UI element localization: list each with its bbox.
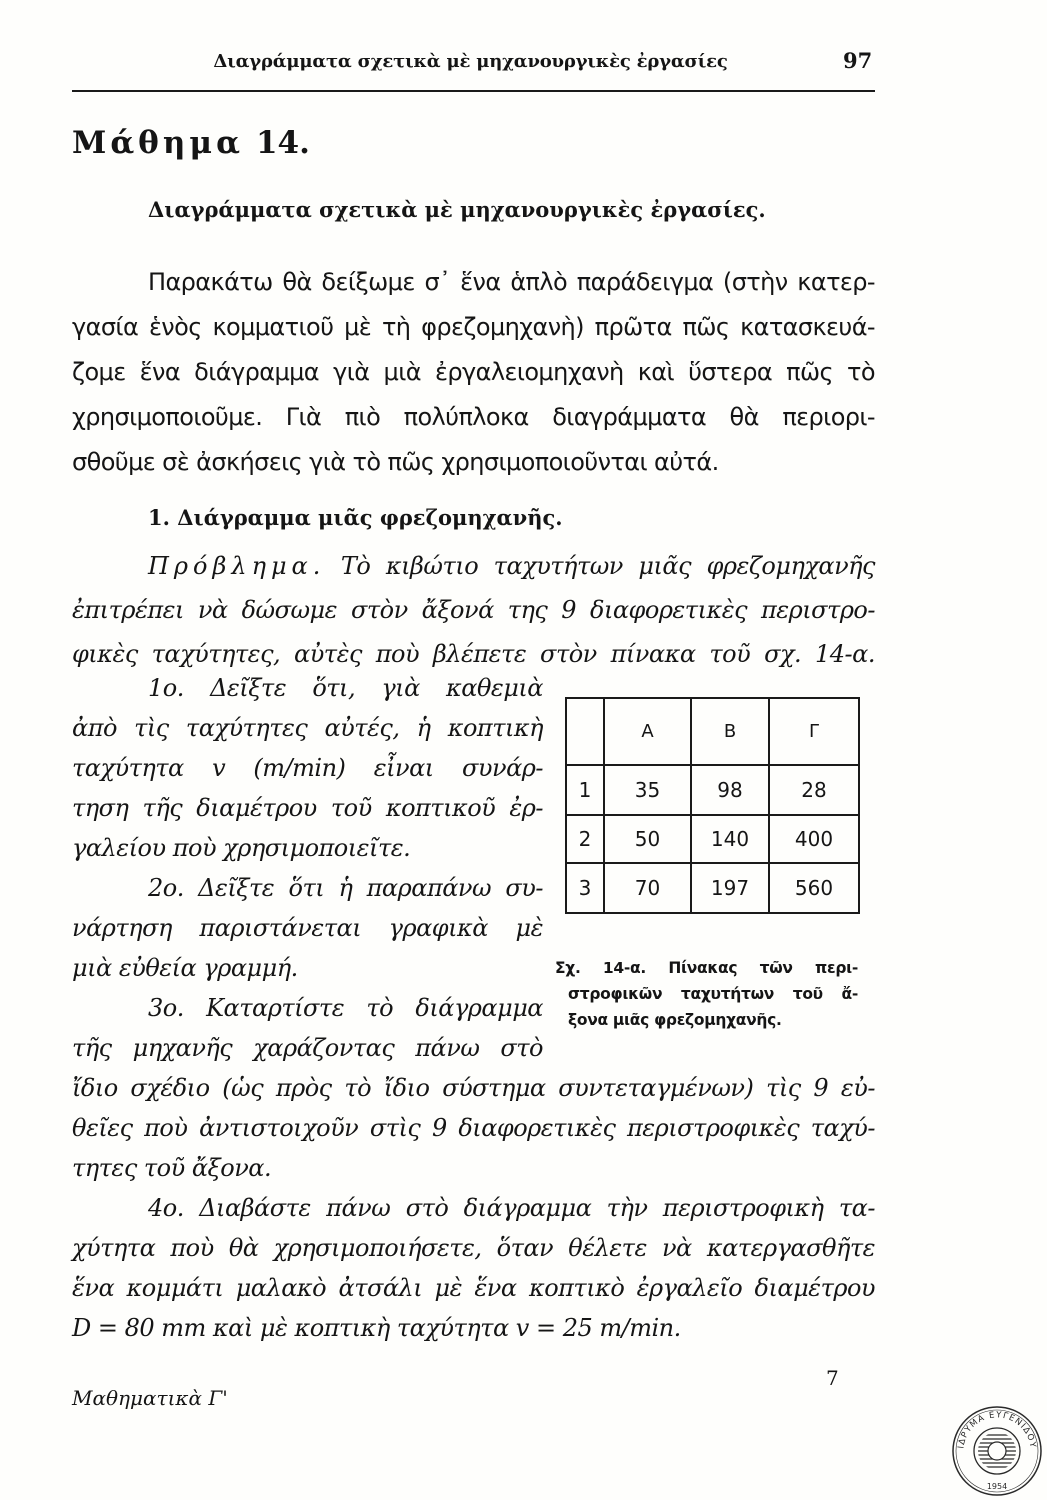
lesson-label: Μάθημα	[72, 125, 244, 161]
table-row	[566, 815, 859, 863]
exercise-line: τηση τῆς διαμέτρου τοῦ κοπτικοῦ ἐρ-	[72, 794, 543, 822]
problem-line: φικὲς ταχύτητες, αὐτὲς ποὺ βλέπετε στὸν πίνακα τοῦ σχ. 14-α.	[72, 640, 875, 668]
exercise-line: νάρτηση παριστάνεται γραφικὰ μὲ	[72, 914, 543, 942]
table-header-cell	[566, 698, 604, 765]
table-cell: 70	[604, 863, 691, 913]
caption-line: στροφικῶν ταχυτήτων τοῦ ἄ-	[568, 985, 858, 1003]
seal-center-disc	[988, 1442, 1006, 1460]
problem-line: ἐπιτρέπει νὰ δώσωμε στὸν ἄξονά της 9 διαφορετικὲς περιστρο-	[72, 596, 875, 624]
exercise-line: ἀπὸ τὶς ταχύτητες αὐτές, ἡ κοπτικὴ	[72, 714, 543, 742]
table-header-row	[566, 698, 859, 765]
exercise-line: ταχύτητα v (m/min) εἶναι συνάρ-	[72, 754, 543, 782]
exercise-line: ἴδιο σχέδιο (ὡς πρὸς τὸ ἴδιο σύστημα συντεταγμένων) τὶς 9 εὐ-	[72, 1074, 875, 1102]
exercise-line: τῆς μηχανῆς χαράζοντας πάνω στὸ	[72, 1034, 543, 1062]
table-row-number: 3	[566, 863, 604, 913]
exercise-line: γαλείου ποὺ χρησιμοποιεῖτε.	[72, 834, 411, 862]
exercise-line: ἕνα κομμάτι μαλακὸ ἀτσάλι μὲ ἕνα κοπτικὸ ἐργαλεῖο διαμέτρου	[72, 1274, 875, 1302]
exercise-continuation	[72, 1068, 875, 1348]
seal-stamp	[950, 1405, 1044, 1497]
intro-line: ζομε ἕνα διάγραμμα γιὰ μιὰ ἐργαλειομηχανὴ καὶ ὕστερα πῶς τὸ	[72, 358, 875, 386]
problem-label: Πρόβλημα.	[148, 552, 326, 580]
intro-line: Παρακάτω θὰ δείξωμε σ᾽ ἕνα ἁπλὸ παράδειγμα (στὴν κατερ-	[148, 268, 875, 296]
exercise-column	[72, 668, 543, 1068]
table-cell: 197	[691, 863, 769, 913]
table-row	[566, 863, 859, 913]
table-cell: 28	[769, 765, 859, 815]
intro-line: χρησιμοποιοῦμε. Γιὰ πιὸ πολύπλοκα διαγράμματα θὰ περιορι-	[72, 403, 875, 431]
table-header-cell: Α	[604, 698, 691, 765]
table-cell: 35	[604, 765, 691, 815]
table-cell: 400	[769, 815, 859, 863]
seal-year: 1954	[986, 1482, 1008, 1491]
lesson-title: Διαγράμματα σχετικὰ μὲ μηχανουργικὲς ἐργασίες.	[148, 197, 766, 222]
problem-text: Τὸ κιβώτιο ταχυτήτων μιᾶς φρεζομηχανῆς	[340, 552, 875, 580]
table-header-cell: Β	[691, 698, 769, 765]
running-header: Διαγράμματα σχετικὰ μὲ μηχανουργικὲς ἐργασίες	[213, 51, 728, 72]
caption-line: ξονα μιᾶς φρεζομηχανῆς.	[568, 1011, 782, 1029]
exercise-line: θεῖες ποὺ ἀντιστοιχοῦν στὶς 9 διαφορετικὲς περιστροφικὲς ταχύ-	[72, 1114, 875, 1142]
intro-line: γασία ἑνὸς κομματιοῦ μὲ τὴ φρεζομηχανὴ) πρῶτα πῶς κατασκευά-	[72, 313, 875, 341]
exercise-line: 4ο. Διαβάστε πάνω στὸ διάγραμμα τὴν περιστροφικὴ τα-	[148, 1194, 875, 1222]
footer-signature: 7	[826, 1366, 839, 1390]
table-cell: 560	[769, 863, 859, 913]
exercise-line: 1ο. Δεῖξτε ὅτι, γιὰ καθεμιὰ	[148, 674, 543, 702]
page-number: 97	[843, 48, 873, 73]
exercise-line: μιὰ εὐθεία γραμμή.	[72, 954, 298, 982]
section-heading: 1. Διάγραμμα μιᾶς φρεζομηχανῆς.	[148, 505, 563, 530]
problem-paragraph	[72, 544, 875, 676]
seal-text: ΙΔΡΥΜΑ ΕΥΓΕΝΙΔΟΥ	[956, 1410, 1038, 1450]
problem-line	[72, 544, 875, 588]
intro-line: σθοῦμε σὲ ἀσκήσεις γιὰ τὸ πῶς χρησιμοποιοῦνται αὐτά.	[72, 448, 719, 476]
header-rule	[72, 90, 875, 92]
table-caption	[555, 955, 858, 1033]
caption-line: Σχ. 14-α. Πίνακας τῶν περι-	[555, 959, 858, 977]
lesson-number: 14.	[255, 125, 310, 161]
table-cell: 140	[691, 815, 769, 863]
lesson-heading	[72, 120, 310, 166]
footer-book-title: Μαθηματικὰ Γ'	[72, 1386, 228, 1410]
table-row	[566, 765, 859, 815]
table-cell: 98	[691, 765, 769, 815]
table-row-number: 1	[566, 765, 604, 815]
exercise-line: χύτητα ποὺ θὰ χρησιμοποιήσετε, ὅταν θέλετε νὰ κατεργασθῆτε	[72, 1234, 875, 1262]
exercise-line: D = 80 mm καὶ μὲ κοπτικὴ ταχύτητα v = 25 m/min.	[72, 1314, 681, 1342]
table-cell: 50	[604, 815, 691, 863]
table-header-cell: Γ	[769, 698, 859, 765]
exercise-line: τητες τοῦ ἄξονα.	[72, 1154, 272, 1182]
speed-table	[565, 697, 860, 914]
exercise-line: 3ο. Καταρτίστε τὸ διάγραμμα	[148, 994, 543, 1022]
intro-paragraph	[72, 260, 875, 485]
table-row-number: 2	[566, 815, 604, 863]
exercise-line: 2ο. Δεῖξτε ὅτι ἡ παραπάνω συ-	[148, 874, 543, 902]
